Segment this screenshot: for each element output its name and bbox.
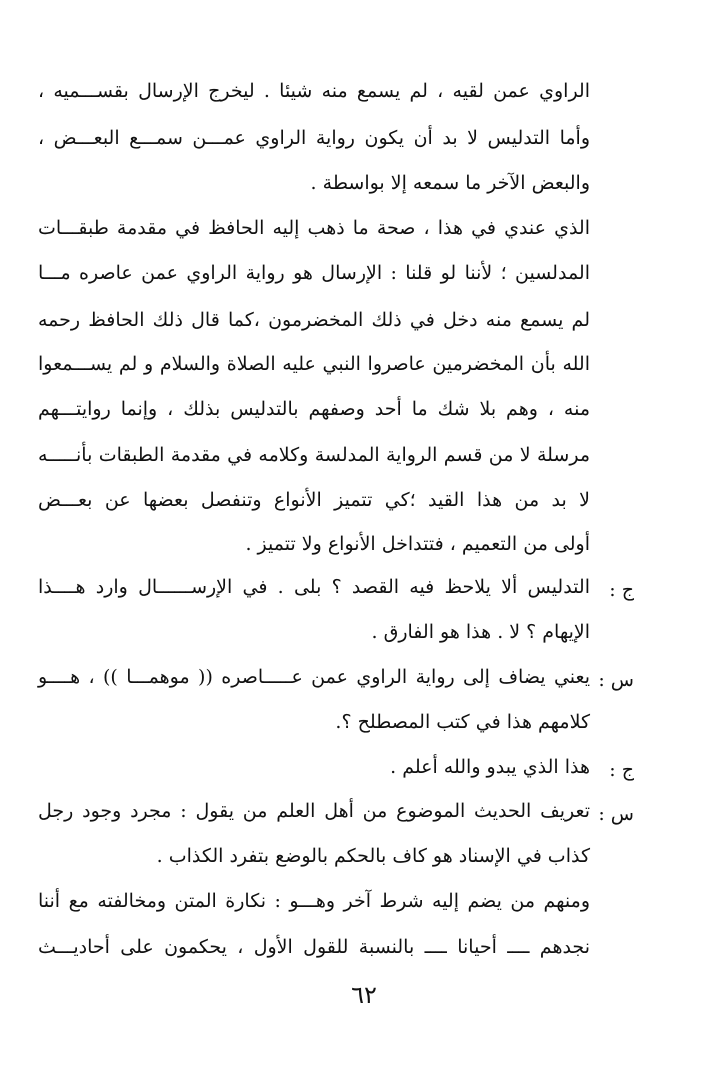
text-line: لم يسمع منه دخل في ذلك المخضرمون ،كما قال ذلك الحافظ رحمه bbox=[38, 309, 590, 331]
text-line: منه ، وهم بلا شك ما أحد وصفهم بالتدليس بذلك ، وإنما روايتـــهم bbox=[38, 398, 590, 420]
text-line: لا بد من هذا القيد ؛كي تتميز الأنواع وتنفصل بعضها عن بعـــض bbox=[38, 489, 590, 511]
text-line: وأما التدليس لا بد أن يكون رواية الراوي عمـــن سمـــع البعـــض ، bbox=[38, 127, 590, 149]
text-line: كلامهم هذا في كتب المصطلح ؟. bbox=[335, 711, 590, 733]
text-line: التدليس ألا يلاحظ فيه القصد ؟ بلى . في الإرســــــال وارد هــــذا bbox=[38, 576, 590, 598]
text-line: كذاب في الإسناد هو كاف بالحكم بالوضع بتفرد الكذاب . bbox=[156, 845, 590, 867]
text-line: الإيهام ؟ لا . هذا هو الفارق . bbox=[371, 621, 590, 643]
text-line: ومنهم من يضم إليه شرط آخر وهـــو : نكارة المتن ومخالفته مع أننا bbox=[38, 890, 590, 912]
text-line: أولى من التعميم ، فتتداخل الأنواع ولا تتميز . bbox=[245, 533, 590, 555]
text-line: نجدهم ــــ أحيانا ــــ بالنسبة للقول الأول ، يحكمون على أحاديـــث bbox=[38, 936, 590, 958]
text-line: المدلسين ؛ لأننا لو قلنا : الإرسال هو رواية الراوي عمن عاصره مـــا bbox=[38, 262, 590, 284]
text-line: هذا الذي يبدو والله أعلم . bbox=[390, 756, 590, 778]
text-line: الله بأن المخضرمين عاصروا النبي عليه الصلاة والسلام و لم يســـمعوا bbox=[38, 353, 590, 375]
page-number: ٦٢ bbox=[351, 981, 377, 1009]
text-line: الذي عندي في هذا ، صحة ما ذهب إليه الحافظ في مقدمة طبقـــات bbox=[38, 217, 590, 239]
question-marker: س : bbox=[598, 669, 634, 691]
answer-marker: ج : bbox=[609, 759, 634, 781]
text-line: والبعض الآخر ما سمعه إلا بواسطة . bbox=[310, 172, 590, 194]
question-marker: س : bbox=[598, 803, 634, 825]
text-line: مرسلة لا من قسم الرواية المدلسة وكلامه في مقدمة الطبقات بأنـــــه bbox=[38, 444, 590, 466]
text-line: تعريف الحديث الموضوع من أهل العلم من يقول : مجرد وجود رجل bbox=[38, 800, 590, 822]
text-line: يعني يضاف إلى رواية الراوي عمن عـــــاصره (( موهمـــا )) ، هــــو bbox=[38, 666, 590, 688]
answer-marker: ج : bbox=[609, 579, 634, 601]
text-line: الراوي عمن لقيه ، لم يسمع منه شيئا . ليخرج الإرسال بقســـميه ، bbox=[38, 80, 590, 102]
